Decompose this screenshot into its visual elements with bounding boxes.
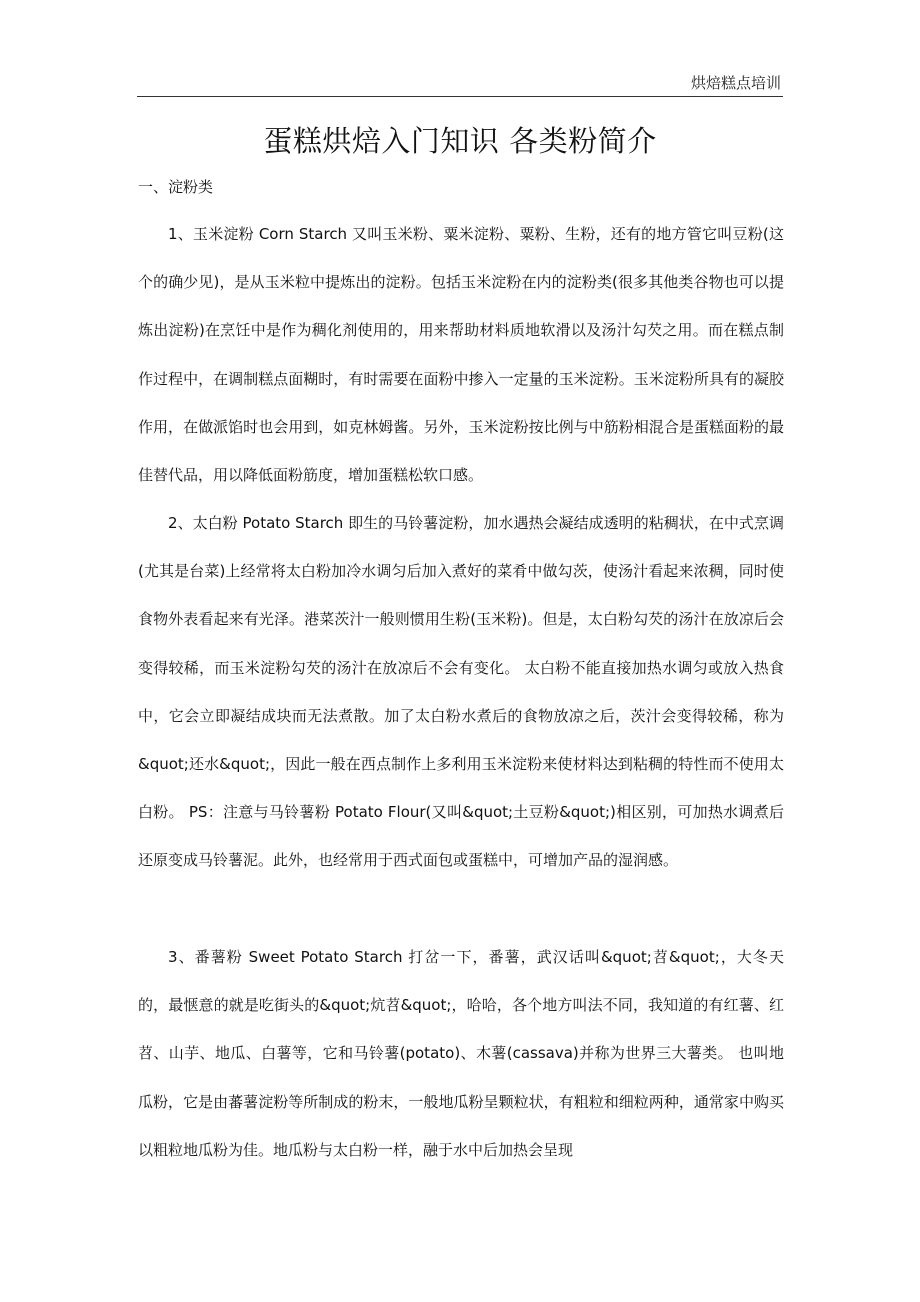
document-title: 蛋糕烘焙入门知识 各类粉简介 [263,124,657,158]
page-header: 烘焙糕点培训 [690,74,781,92]
paragraph-sweet-potato-starch [138,933,784,1174]
paragraph-text: 1、玉米淀粉 Corn Starch 又叫玉米粉、粟米淀粉、粟粉、生粉，还有的地方管它叫豆粉(这个的确少见)，是从玉米粒中提炼出的淀粉。包括玉米淀粉在内的淀粉类(很多其他类谷物也可以提炼出淀粉)在烹饪中是作为稠化剂使用的，用来帮助材料质地软滑以及汤汁勾芡之用。而在糕点制作过程中，在调制糕点面糊时，有时需要在面粉中掺入一定量的玉米淀粉。玉米淀粉所具有的凝胶作用，在做派馅时也会用到，如克林姆酱。另外，玉米淀粉按比例与中筋粉相混合是蛋糕面粉的最佳替代品，用以降低面粉筋度，增加蛋糕松软口感。 [138,225,784,485]
paragraph-corn-starch [138,210,784,499]
paragraph-potato-starch [138,499,784,885]
header-divider [137,96,783,97]
paragraph-text: 3、番薯粉 Sweet Potato Starch 打岔一下，番薯，武汉话叫&quot;苕&quot;，大冬天的，最惬意的就是吃街头的&quot;炕苕&quot;，哈哈，各个地方叫法不同，我知道的有红薯、红苕、山芋、地瓜、白薯等，它和马铃薯(potato)、木薯(cassava)并称为世界三大薯类。 也叫地瓜粉，它是由蕃薯淀粉等所制成的粉末，一般地瓜粉呈颗粒状，有粗粒和细粒两种，通常家中购买以粗粒地瓜粉为佳。地瓜粉与太白粉一样，融于水中后加热会呈现 [138,948,784,1159]
paragraph-text: 2、太白粉 Potato Starch 即生的马铃薯淀粉，加水遇热会凝结成透明的粘稠状，在中式烹调(尤其是台菜)上经常将太白粉加冷水调匀后加入煮好的菜肴中做勾茨，使汤汁看起来浓稠，同时使食物外表看起来有光泽。港菜茨汁一般则惯用生粉(玉米粉)。但是，太白粉勾芡的汤汁在放凉后会变得较稀，而玉米淀粉勾芡的汤汁在放凉后不会有变化。 太白粉不能直接加热水调匀或放入热食中，它会立即凝结成块而无法煮散。加了太白粉水煮后的食物放凉之后，茨汁会变得较稀，称为&quot;还水&quot;，因此一般在西点制作上多利用玉米淀粉来使材料达到粘稠的特性而不使用太白粉。 PS：注意与马铃薯粉 Potato Flour(又叫&quot;土豆粉&quot;)相区别，可加热水调煮后还原变成马铃薯泥。此外，也经常用于西式面包或蛋糕中，可增加产品的湿润感。 [138,514,784,870]
section-heading: 一、淀粉类 [138,178,214,196]
